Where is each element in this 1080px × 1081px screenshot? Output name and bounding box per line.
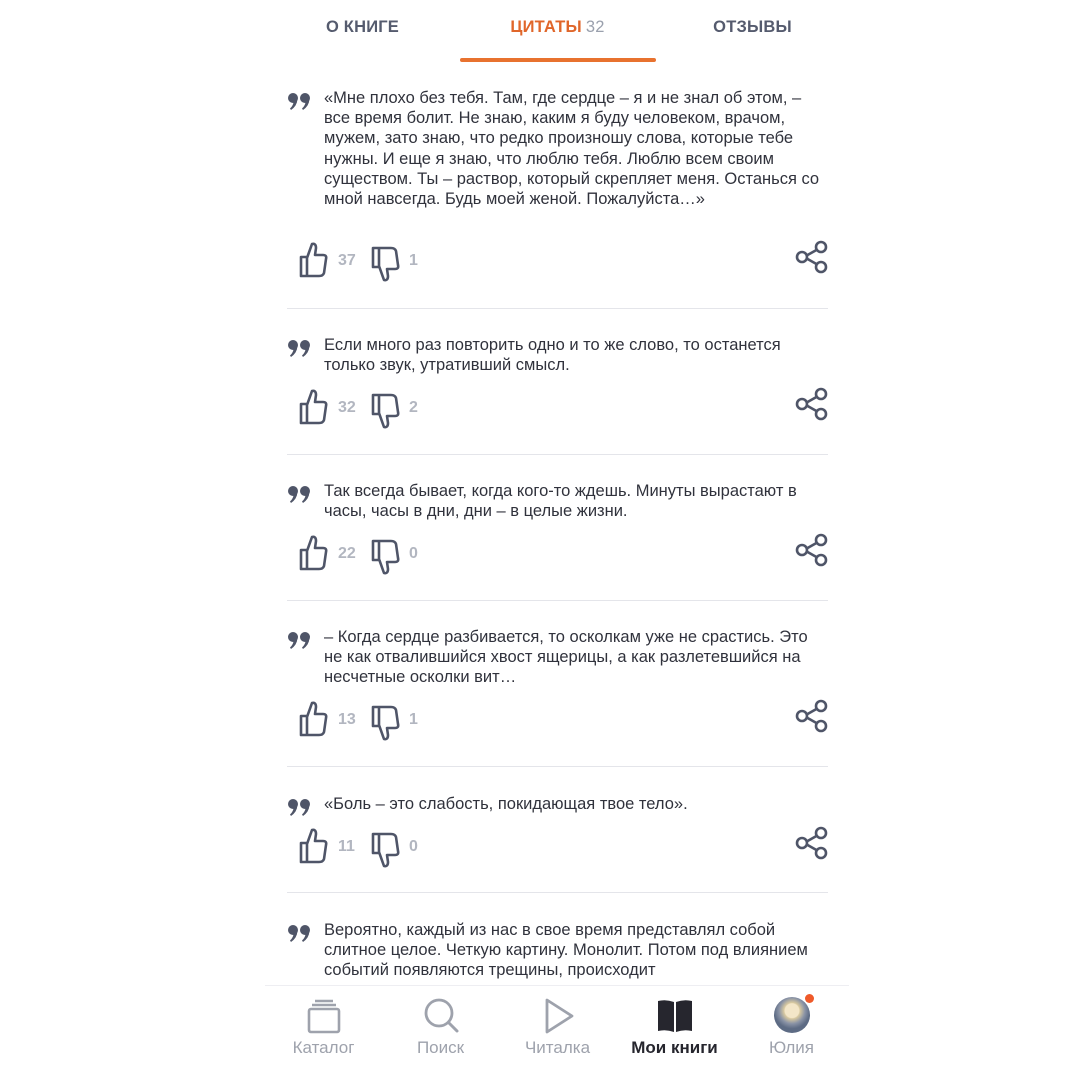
nav-search[interactable] [382,986,499,1081]
avatar [774,997,810,1033]
like-count: 11 [338,838,355,855]
divider [287,600,828,601]
quote-actions [265,533,849,577]
tab-about-label: О КНИГЕ [325,18,400,36]
nav-profile[interactable] [733,986,850,1081]
quote-text: Если много раз повторить одно и то же слово, то останется только звук, утративший смысл. [324,336,781,375]
notification-dot [805,994,814,1003]
tab-reviews[interactable] [665,0,840,56]
nav-catalog-label: Каталог [292,1038,355,1057]
thumbs-up-icon[interactable] [297,826,329,866]
thumbs-down-icon[interactable] [369,830,401,870]
quote-mark-icon [287,90,313,112]
nav-search-label: Поиск [416,1038,465,1057]
play-icon [538,996,578,1036]
share-icon[interactable] [795,240,829,274]
share-icon[interactable] [795,699,829,733]
quote-text: Вероятно, каждый из нас в свое время представлял собой слитное целое. Четкую картину. Монолит. Потом под влиянием событий появляются трещины, происходит [324,921,808,980]
nav-profile-label: Юлия [768,1038,815,1057]
open-book-icon [655,996,695,1036]
thumbs-up-icon[interactable] [297,240,329,280]
thumbs-up-icon[interactable] [297,699,329,739]
stack-icon [304,996,344,1036]
search-icon [421,996,461,1036]
divider [287,308,828,309]
nav-reader-label: Читалка [524,1038,591,1057]
quote-actions [265,699,849,743]
quote-text: «Боль – это слабость, покидающая твое тело». [324,795,688,813]
divider [287,766,828,767]
dislike-count: 2 [409,399,418,416]
quote-mark-icon [287,922,313,944]
like-count: 13 [338,711,356,728]
tab-quotes[interactable] [460,0,655,56]
bottom-nav [265,985,849,1081]
nav-my-books[interactable] [616,986,733,1081]
quote-actions [265,826,849,870]
divider [287,892,828,893]
app-screen [265,0,849,1080]
thumbs-up-icon[interactable] [297,533,329,573]
thumbs-down-icon[interactable] [369,537,401,577]
quote-text: «Мне плохо без тебя. Там, где сердце – я и не знал об этом, – все время болит. Не знаю, каким я буду человеком, врачом, мужем, зато знаю, что редко произношу слова, которые тебе нужны. И еще я знаю, что люблю тебя. Люблю всем своим существом. Ты – раствор, который скрепляет меня. Останься со мной навсегда. Будь моей женой. Пожалуйста…» [324,89,820,209]
share-icon[interactable] [795,387,829,421]
quote-mark-icon [287,337,313,359]
quote-list [265,0,849,985]
quote-mark-icon [287,796,313,818]
dislike-count: 0 [409,838,418,855]
quote-actions [265,240,849,284]
like-count: 37 [338,252,356,269]
divider [287,454,828,455]
like-count: 22 [338,545,356,562]
quote-actions [265,387,849,431]
dislike-count: 0 [409,545,418,562]
tab-about[interactable] [285,0,440,56]
thumbs-up-icon[interactable] [297,387,329,427]
quote-text: – Когда сердце разбивается, то осколкам уже не срастись. Это не как отвалившийся хвост ящерицы, а как разлетевшийся на несчетные осколки вит… [324,628,808,687]
thumbs-down-icon[interactable] [369,391,401,431]
tab-quotes-count: 32 [585,18,605,36]
quote-mark-icon [287,629,313,651]
share-icon[interactable] [795,826,829,860]
active-tab-indicator [460,58,656,62]
nav-catalog[interactable] [265,986,382,1081]
dislike-count: 1 [409,252,418,269]
dislike-count: 1 [409,711,418,728]
like-count: 32 [338,399,356,416]
share-icon[interactable] [795,533,829,567]
quote-text: Так всегда бывает, когда кого-то ждешь. Минуты вырастают в часы, часы в дни, дни – в целые жизни. [324,482,797,521]
tab-quotes-label: ЦИТАТЫ [510,18,582,36]
tab-reviews-label: ОТЗЫВЫ [713,18,792,36]
thumbs-down-icon[interactable] [369,244,401,284]
thumbs-down-icon[interactable] [369,703,401,743]
nav-reader[interactable] [499,986,616,1081]
quote-mark-icon [287,483,313,505]
tab-bar [265,0,849,62]
nav-my-books-label: Мои книги [631,1038,718,1057]
